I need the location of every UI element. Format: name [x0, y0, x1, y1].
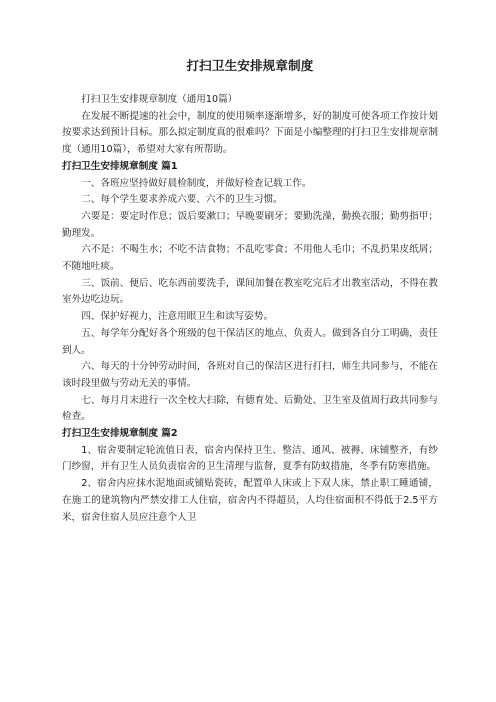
document-body	[62, 92, 438, 526]
section-heading: 打扫卫生安排规章制度 篇1	[62, 160, 178, 172]
document-title: 打扫卫生安排规章制度	[186, 58, 314, 73]
section-heading: 打扫卫生安排规章制度 篇2	[62, 428, 178, 440]
paragraph: 2、宿舍内应抹水泥地面或铺贴瓷砖，配置单人床或上下双人床，禁止职工睡通铺，在施工的建筑物内严禁安排工人住宿，宿舍内不得超员，人均住宿面积不得低于2.5平方米，宿舍住宿人员应注意个人卫	[62, 478, 438, 523]
paragraph: 四、保护好视力，注意用眼卫生和读写姿势。	[81, 311, 274, 323]
paragraph: 六不是：不喝生水；不吃不洁食物；不乱吃零食；不用他人毛巾；不乱扔果皮纸屑；不随地吐痰。	[62, 244, 438, 273]
paragraph: 七、每月月末进行一次全校大扫除，有德育处、后勤处、卫生室及值周行政共同参与检查。	[62, 394, 438, 423]
paragraph: 一、各班应坚持做好晨检制度，并做好检查记载工作。	[81, 177, 312, 189]
paragraph: 五、每学年分配好各个班级的包干保洁区的地点、负责人。做到各自分工明确，责任到人。	[62, 327, 438, 356]
document-page	[62, 58, 438, 526]
paragraph: 三、饭前、便后、吃东西前要洗手，课间加餐在教室吃完后才出教室活动，不得在教室外边吃边玩。	[62, 277, 438, 306]
paragraph: 在发展不断提速的社会中，制度的使用频率逐渐增多，好的制度可使各项工作按计划按要求达到预计目标。那么拟定制度真的很难吗？下面是小编整理的打扫卫生安排规章制度（通用10篇），希望对大家有所帮助。	[62, 110, 438, 156]
paragraph: 二、每个学生要求养成六要、六不的卫生习惯。	[81, 194, 283, 206]
paragraph: 1、宿舍要制定轮流值日表，宿舍内保持卫生、整洁、通风、被褥、床铺整齐，有纱门纱窗，并有卫生人员负责宿舍的卫生清理与监督，夏季有防蚊措施，冬季有防寒措施。	[62, 444, 438, 473]
paragraph: 打扫卫生安排规章制度（通用10篇）	[81, 94, 238, 105]
paragraph: 六要是：要定时作息；饭后要漱口；早晚要刷牙；要勤洗澡，勤换衣服；勤剪指甲；勤理发。	[62, 210, 438, 239]
paragraph: 六、每天的十分钟劳动时间，各班对自己的保洁区进行打扫，师生共同参与，不能在该时段里做与劳动无关的事情。	[62, 361, 438, 389]
